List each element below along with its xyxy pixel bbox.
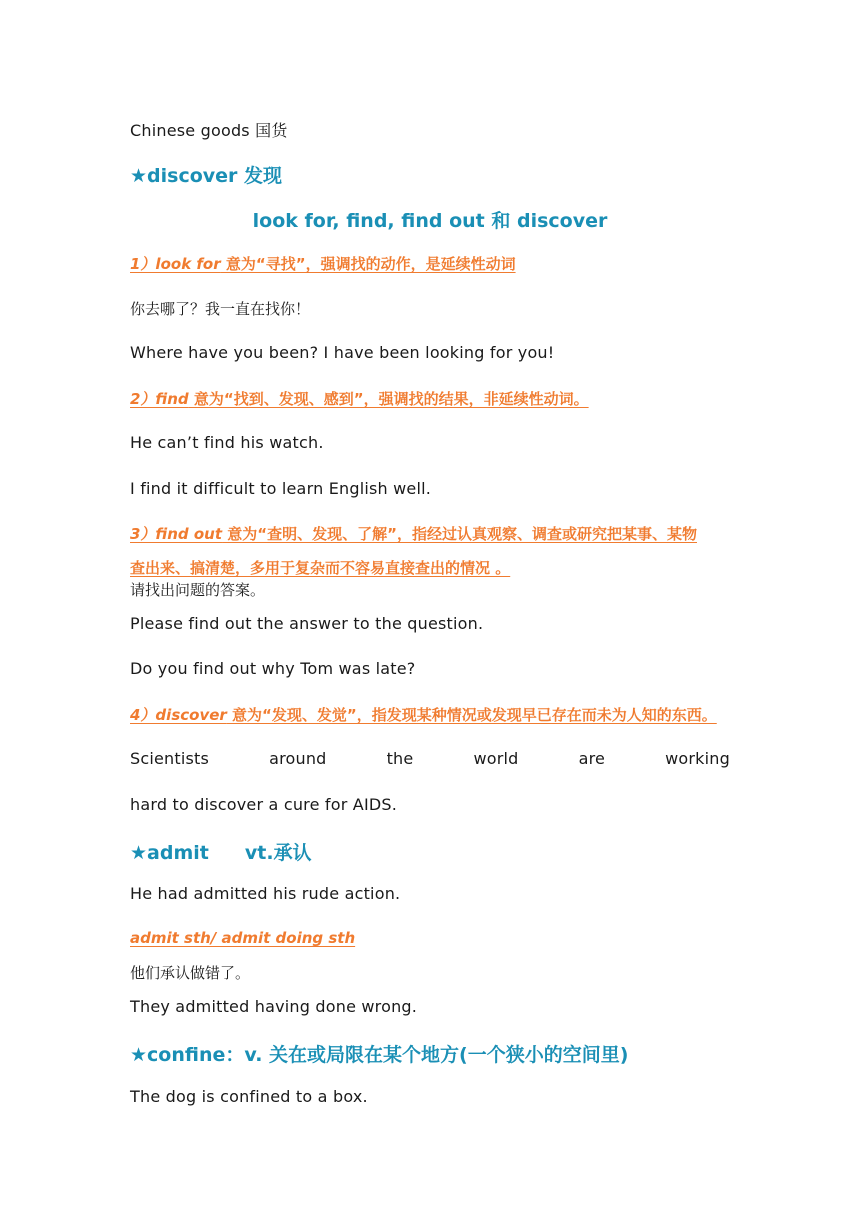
point-2	[130, 388, 589, 409]
example-4-line-1	[130, 749, 730, 768]
point-3	[130, 523, 697, 544]
admit-pattern: admit sth/ admit doing sth	[130, 929, 356, 947]
point-4-term: 4）discover	[130, 706, 227, 724]
point-4	[130, 704, 717, 725]
example-7: The dog is confined to a box.	[130, 1087, 368, 1106]
example-4-word: around	[269, 749, 327, 768]
point-1-term: 1）look for	[130, 255, 221, 273]
heading-admit	[130, 838, 312, 865]
example-1-en: Where have you been? I have been looking for you!	[130, 343, 555, 362]
example-6-zh: 他们承认做错了。	[130, 964, 251, 982]
point-4-desc: 意为“发现、发觉”，指发现某种情况或发现早已存在而未为人知的东西。	[226, 706, 717, 724]
example-4-word: world	[473, 749, 519, 768]
heading-discover: ★discover 发现	[130, 165, 283, 187]
point-2-term: 2）find	[130, 390, 189, 408]
example-1-zh: 你去哪了？我一直在找你！	[130, 300, 311, 318]
point-3-desc: 意为“查明、发现、了解”，指经过认真观察、调查或研究把某事、某物	[222, 525, 697, 543]
example-4-line-2: hard to discover a cure for AIDS.	[130, 795, 398, 814]
point-1	[130, 253, 516, 274]
example-4-word: working	[665, 749, 730, 768]
text-chinese-goods: Chinese goods 国货	[130, 121, 288, 140]
heading-admit-word: ★admit	[130, 842, 209, 864]
point-1-desc: 意为“寻找”，强调找的动作，是延续性动词	[220, 255, 516, 273]
example-3a: Please find out the answer to the question.	[130, 614, 484, 633]
example-5: He had admitted his rude action.	[130, 884, 401, 903]
example-3b: Do you find out why Tom was late?	[130, 659, 416, 678]
heading-confine: ★confine：v. 关在或局限在某个地方(一个狭小的空间里)	[130, 1044, 629, 1066]
example-2a: He can’t find his watch.	[130, 433, 324, 452]
subtitle-comparison: look for, find, find out 和 discover	[252, 210, 608, 232]
point-3-continued: 查出来、搞清楚，多用于复杂而不容易直接查出的情况 。	[130, 559, 511, 577]
example-4-word: Scientists	[130, 749, 210, 768]
example-6-en: They admitted having done wrong.	[130, 997, 418, 1016]
example-2b: I find it difficult to learn English well.	[130, 479, 432, 498]
point-2-desc: 意为“找到、发现、感到”，强调找的结果，非延续性动词。	[188, 390, 589, 408]
example-3-zh: 请找出问题的答案。	[130, 581, 266, 599]
example-4-word: are	[578, 749, 606, 768]
point-3-term: 3）find out	[130, 525, 223, 543]
example-4-word: the	[386, 749, 414, 768]
heading-admit-pos: vt.承认	[244, 842, 312, 864]
